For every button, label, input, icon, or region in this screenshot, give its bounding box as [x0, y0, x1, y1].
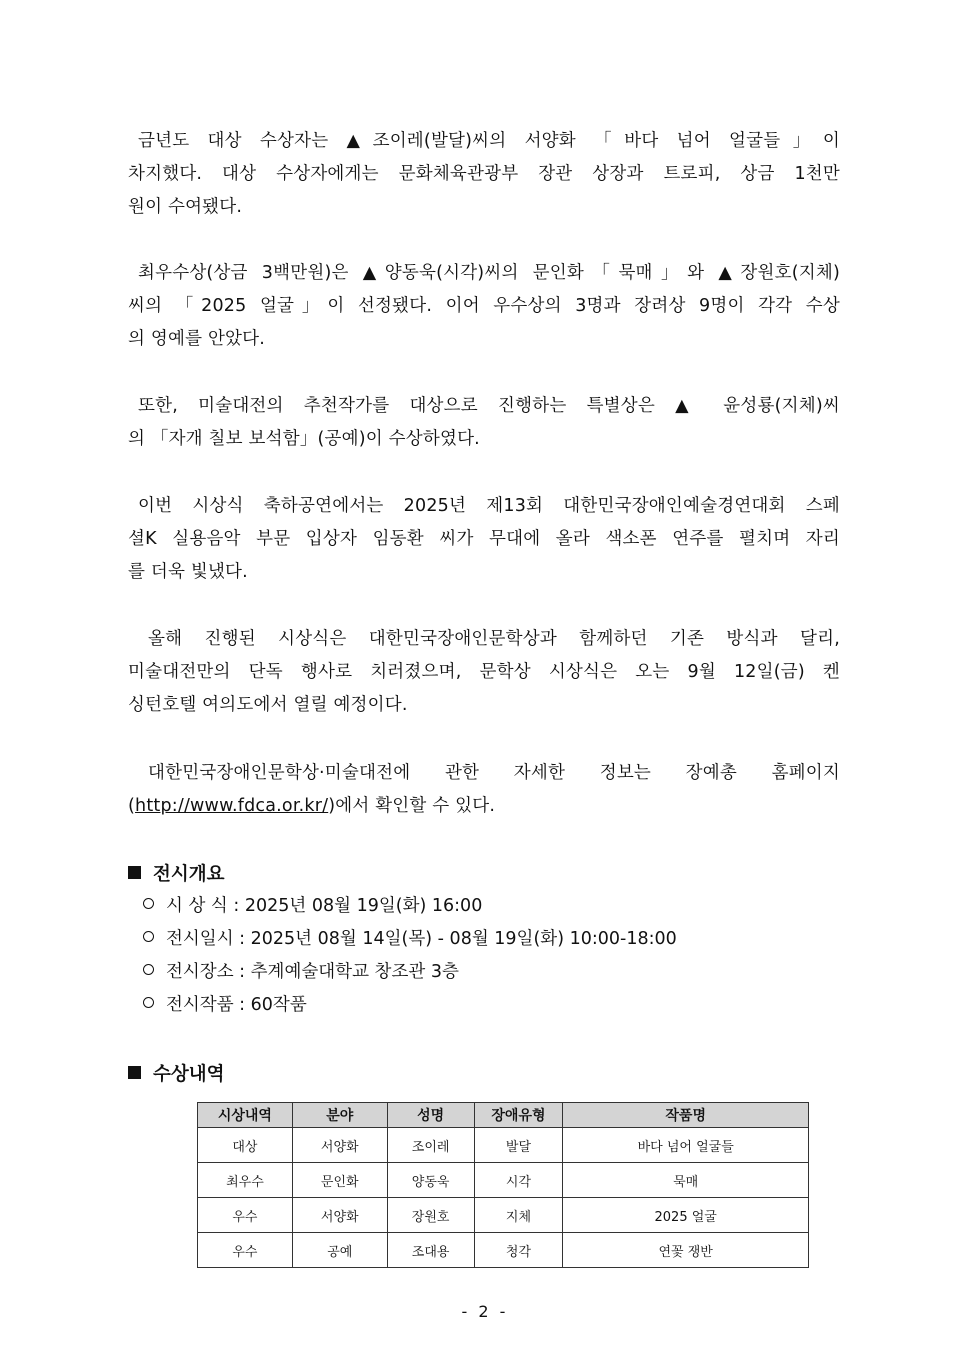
list-item-text: 전시일시 : 2025년 08월 14일(목) - 08월 19일(화) 10:00-18:00 [166, 929, 677, 949]
table-row [198, 1233, 809, 1268]
text-line: 대한민국장애인문학상·미술대전에 관한 자세한 정보는 장예총 홈페이지 [148, 763, 840, 783]
table-cell: 지체 [474, 1198, 563, 1233]
list-item [143, 956, 677, 989]
text-line: 싱턴호텔 여의도에서 열릴 예정이다. [128, 695, 408, 715]
section-title-text: 수상내역 [153, 1064, 225, 1085]
table-cell: 우수 [198, 1233, 293, 1268]
list-item [143, 989, 677, 1022]
section-title-text: 전시개요 [153, 864, 225, 885]
list-item-text: 전시장소 : 추계예술대학교 창조관 3층 [166, 962, 459, 982]
paragraph-grand-prize [128, 125, 840, 224]
table-cell: 2025 얼굴 [563, 1198, 809, 1233]
text-line: 미술대전만의 단독 행사로 치러졌으며, 문학상 시상식은 오는 9월 12일(금) 켄 [128, 662, 840, 682]
column-header: 장애유형 [474, 1103, 563, 1128]
exhibition-info-list [143, 890, 677, 1022]
table-row [198, 1163, 809, 1198]
table-cell: 청각 [474, 1233, 563, 1268]
section-title-awards [128, 1060, 224, 1086]
table-cell: 최우수 [198, 1163, 293, 1198]
text-line: 를 더욱 빛냈다. [128, 562, 248, 582]
table-cell: 서양화 [292, 1128, 387, 1163]
text-line: 의 「자개 칠보 보석함」(공예)이 수상하였다. [128, 429, 480, 449]
circle-bullet-icon [143, 964, 154, 975]
text-line: 금년도 대상 수상자는 ▲조이레(발달)씨의 서양화 「바다 넘어 얼굴들」이 [138, 131, 840, 151]
square-bullet-icon [128, 1066, 141, 1079]
table-cell: 양동욱 [387, 1163, 474, 1198]
circle-bullet-icon [143, 931, 154, 942]
table-cell: 우수 [198, 1198, 293, 1233]
page-number: - 2 - [461, 1302, 509, 1321]
link-suffix: )에서 확인할 수 있다. [328, 796, 496, 816]
table-cell: 공예 [292, 1233, 387, 1268]
homepage-link[interactable]: http://www.fdca.or.kr/ [135, 796, 329, 816]
text-line: 씨의 「2025 얼굴」이 선정됐다. 이어 우수상의 3명과 장려상 9명이 각각 수상 [128, 296, 840, 316]
paragraph-more-info [128, 757, 840, 823]
column-header: 성명 [387, 1103, 474, 1128]
table-cell: 조이레 [387, 1128, 474, 1163]
table-cell: 문인화 [292, 1163, 387, 1198]
circle-bullet-icon [143, 898, 154, 909]
table-row [198, 1198, 809, 1233]
table-cell: 시각 [474, 1163, 563, 1198]
list-item-text: 전시작품 : 60작품 [166, 995, 307, 1015]
text-line: 올해 진행된 시상식은 대한민국장애인문학상과 함께하던 기존 방식과 달리, [148, 629, 840, 649]
table-header-row [198, 1103, 809, 1128]
awards-table [197, 1102, 809, 1268]
table-cell: 바다 넘어 얼굴들 [563, 1128, 809, 1163]
text-line [128, 790, 840, 823]
table-cell: 묵매 [563, 1163, 809, 1198]
link-open-paren: ( [128, 796, 136, 816]
text-line: 최우수상(상금 3백만원)은 ▲양동욱(시각)씨의 문인화「묵매」와 ▲장원호(지체) [138, 263, 840, 283]
text-line: 또한, 미술대전의 추천작가를 대상으로 진행하는 특별상은 ▲ 윤성룡(지체)씨 [138, 396, 840, 416]
list-item-text: 시 상 식 : 2025년 08월 19일(화) 16:00 [166, 896, 483, 916]
list-item [143, 923, 677, 956]
list-item [143, 890, 677, 923]
text-line: 이번 시상식 축하공연에서는 2025년 제13회 대한민국장애인예술경연대회 스페 [138, 496, 840, 516]
text-line: 차지했다. 대상 수상자에게는 문화체육관광부 장관 상장과 트로피, 상금 1천만 [128, 164, 840, 184]
table-cell: 연꽃 쟁반 [563, 1233, 809, 1268]
paragraph-performance [128, 490, 840, 589]
circle-bullet-icon [143, 997, 154, 1008]
text-line: 원이 수여됐다. [128, 197, 243, 217]
paragraph-excellence-prize [128, 257, 840, 356]
table-cell: 장원호 [387, 1198, 474, 1233]
paragraph-ceremony [128, 623, 840, 722]
section-title-exhibition [128, 860, 224, 886]
square-bullet-icon [128, 866, 141, 879]
paragraph-special-prize [128, 390, 840, 456]
table-cell: 서양화 [292, 1198, 387, 1233]
text-line: 의 영예를 안았다. [128, 329, 266, 349]
column-header: 작품명 [563, 1103, 809, 1128]
text-line: 셜K 실용음악 부문 입상자 임동환 씨가 무대에 올라 색소폰 연주를 펼치며 자리 [128, 529, 840, 549]
column-header: 분야 [292, 1103, 387, 1128]
table-cell: 조대용 [387, 1233, 474, 1268]
table-cell: 발달 [474, 1128, 563, 1163]
column-header: 시상내역 [198, 1103, 293, 1128]
table-cell: 대상 [198, 1128, 293, 1163]
table-row [198, 1128, 809, 1163]
